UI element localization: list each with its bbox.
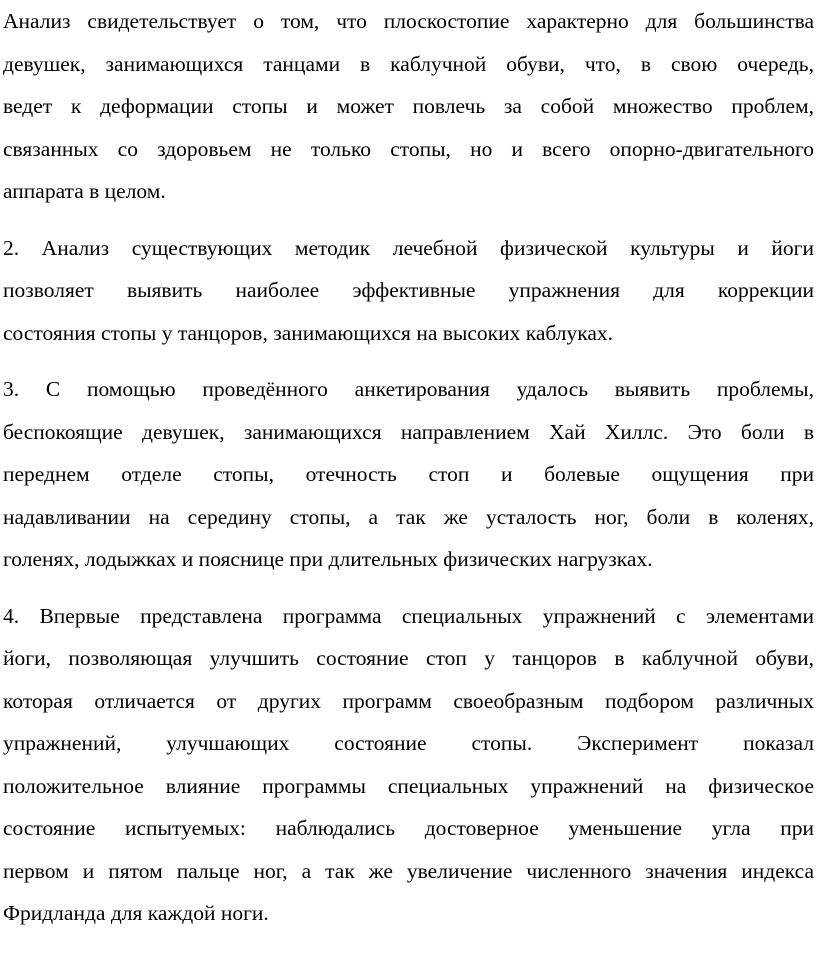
text-line: переднем отделе стопы, отечность стоп и болевые ощущения при xyxy=(3,462,814,486)
text-line: 3. С помощью проведённого анкетирования удалось выявить проблемы, xyxy=(3,377,814,401)
document-page xyxy=(3,0,814,935)
text-line: беспокоящие девушек, занимающихся направлением Хай Хиллс. Это боли в xyxy=(3,419,814,444)
text-line: Анализ свидетельствует о том, что плоскостопие характерно для большинства xyxy=(3,9,814,33)
text-line: состояние испытуемых: наблюдались достоверное уменьшение угла при xyxy=(3,816,814,840)
text-line: надавливании на середину стопы, а так же усталость ног, боли в коленях, xyxy=(3,504,814,529)
text-line: аппарата в целом. xyxy=(3,179,166,203)
text-line: упражнений, улучшающих состояние стопы. Эксперимент показал xyxy=(3,731,814,755)
text-line: Фридланда для каждой ноги. xyxy=(3,901,269,925)
paragraph-analysis-conclusion xyxy=(3,0,814,213)
text-line: голенях, лодыжках и пояснице при длительных физических нагрузках. xyxy=(3,547,653,571)
text-line: девушек, занимающихся танцами в каблучной обуви, что, в свою очередь, xyxy=(3,51,814,76)
text-line: положительное влияние программы специальных упражнений на физическое xyxy=(3,773,814,798)
text-line: 2. Анализ существующих методик лечебной физической культуры и йоги xyxy=(3,235,814,260)
text-line: связанных со здоровьем не только стопы, но и всего опорно-двигательного xyxy=(3,136,814,161)
paragraph-item-2 xyxy=(3,227,814,355)
text-line: ведет к деформации стопы и может повлечь за собой множество проблем, xyxy=(3,94,814,118)
text-line: которая отличается от других программ своеобразным подбором различных xyxy=(3,688,814,713)
text-line: позволяет выявить наиболее эффективные упражнения для коррекции xyxy=(3,278,814,302)
paragraph-item-4 xyxy=(3,595,814,935)
paragraph-item-3 xyxy=(3,368,814,581)
text-line: 4. Впервые представлена программа специальных упражнений с элементами xyxy=(3,603,814,628)
text-line: первом и пятом пальце ног, а так же увеличение численного значения индекса xyxy=(3,858,814,883)
text-line: йоги, позволяющая улучшить состояние стоп у танцоров в каблучной обуви, xyxy=(3,646,814,670)
text-line: состояния стопы у танцоров, занимающихся на высоких каблуках. xyxy=(3,320,614,345)
